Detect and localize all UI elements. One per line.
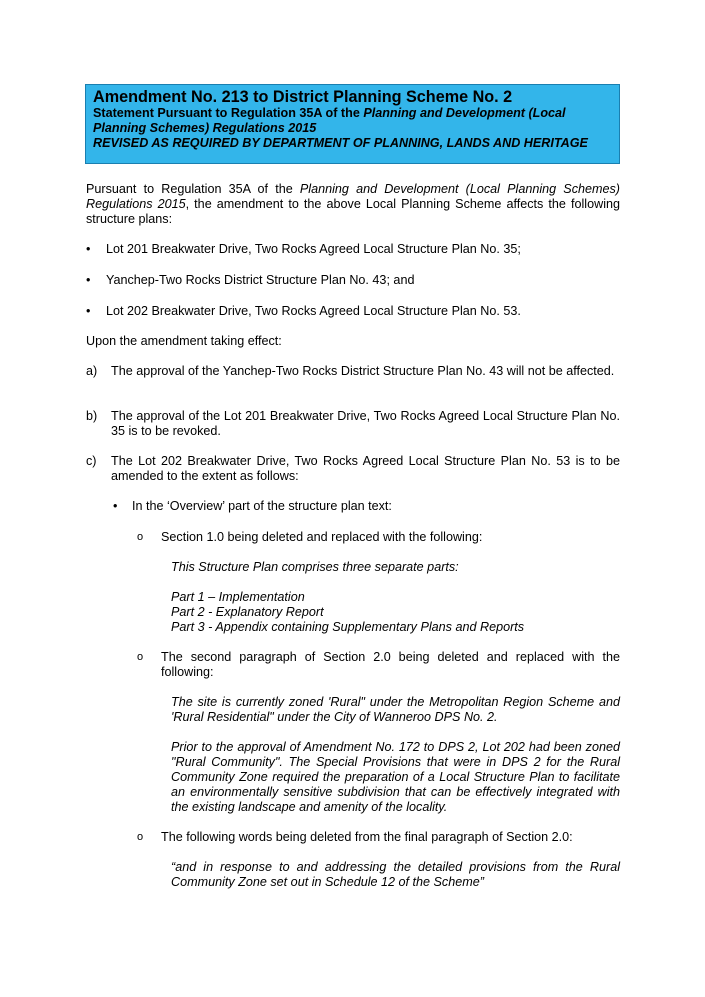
- item-text: The approval of the Yanchep-Two Rocks District Structure Plan No. 43 will not be affected.: [111, 364, 615, 378]
- revised-note: REVISED AS REQUIRED BY DEPARTMENT OF PLANNING, LANDS AND HERITAGE: [93, 136, 588, 150]
- quote-part: Part 1 – Implementation: [171, 590, 305, 604]
- statement-heading-plain: Statement Pursuant to Regulation 35A of the: [93, 106, 364, 120]
- item-text: The Lot 202 Breakwater Drive, Two Rocks Agreed Local Structure Plan No. 53 is to be amended to the extent as follows:: [111, 454, 620, 483]
- bullet-icon: •: [86, 273, 91, 287]
- statement-heading-italic-2: Planning Schemes) Regulations 2015: [93, 121, 317, 135]
- quote-paragraph: Prior to the approval of Amendment No. 172 to DPS 2, Lot 202 had been zoned "Rural Community". The Special Provisions that were in DPS 2 for the Rural Community Zone required the preparation of a Local Structure Plan to facilitate an environmentally sensitive subdivision that can be effectively integrated with the existing landscape and amenity of the locality.: [171, 740, 620, 814]
- item-text: The approval of the Lot 201 Breakwater Drive, Two Rocks Agreed Local Structure Plan No. 35 is to be revoked.: [111, 409, 620, 438]
- plan-text: Yanchep-Two Rocks District Structure Plan No. 43; and: [106, 273, 415, 287]
- intro-text-2: , the amendment to the above Local Planning Scheme affects the following structure plans:: [86, 197, 620, 226]
- circle-bullet-icon: o: [137, 831, 144, 843]
- bullet-icon: •: [86, 242, 91, 256]
- item-label: a): [86, 364, 98, 378]
- quote-paragraph: “and in response to and addressing the detailed provisions from the Rural Community Zone set out in Schedule 12 of the Scheme”: [171, 860, 620, 889]
- item-label: b): [86, 409, 98, 423]
- statement-heading: [93, 106, 612, 121]
- intro-regulation-title: Planning and Development (Local Planning Schemes) Regulations 2015: [86, 182, 620, 211]
- quote-intro: This Structure Plan comprises three separate parts:: [171, 560, 459, 574]
- quote-paragraph: The site is currently zoned 'Rural" under the Metropolitan Region Scheme and 'Rural Residential" under the City of Wanneroo DPS No. 2.: [171, 695, 620, 724]
- bullet-icon: •: [113, 499, 118, 513]
- sub-item-text: The following words being deleted from the final paragraph of Section 2.0:: [161, 830, 573, 844]
- plan-text: Lot 202 Breakwater Drive, Two Rocks Agreed Local Structure Plan No. 53.: [106, 304, 521, 318]
- statement-heading-italic-1: Planning and Development (Local: [363, 106, 566, 120]
- document-title: Amendment No. 213 to District Planning Scheme No. 2: [93, 88, 513, 106]
- overview-text: In the ‘Overview’ part of the structure plan text:: [132, 499, 392, 513]
- effect-intro: Upon the amendment taking effect:: [86, 334, 282, 348]
- sub-item-text: Section 1.0 being deleted and replaced with the following:: [161, 530, 483, 544]
- header-box: [85, 84, 620, 164]
- quote-part: Part 3 - Appendix containing Supplementary Plans and Reports: [171, 620, 525, 634]
- circle-bullet-icon: o: [137, 531, 144, 543]
- bullet-icon: •: [86, 304, 91, 318]
- intro-text-1: Pursuant to Regulation 35A of the: [86, 182, 300, 196]
- intro-paragraph: [86, 182, 620, 227]
- item-label: c): [86, 454, 97, 468]
- plan-text: Lot 201 Breakwater Drive, Two Rocks Agreed Local Structure Plan No. 35;: [106, 242, 521, 256]
- sub-item-text: The second paragraph of Section 2.0 being deleted and replaced with the following:: [161, 650, 620, 679]
- circle-bullet-icon: o: [137, 651, 144, 663]
- quote-part: Part 2 - Explanatory Report: [171, 605, 324, 619]
- quote-parts: [171, 590, 620, 635]
